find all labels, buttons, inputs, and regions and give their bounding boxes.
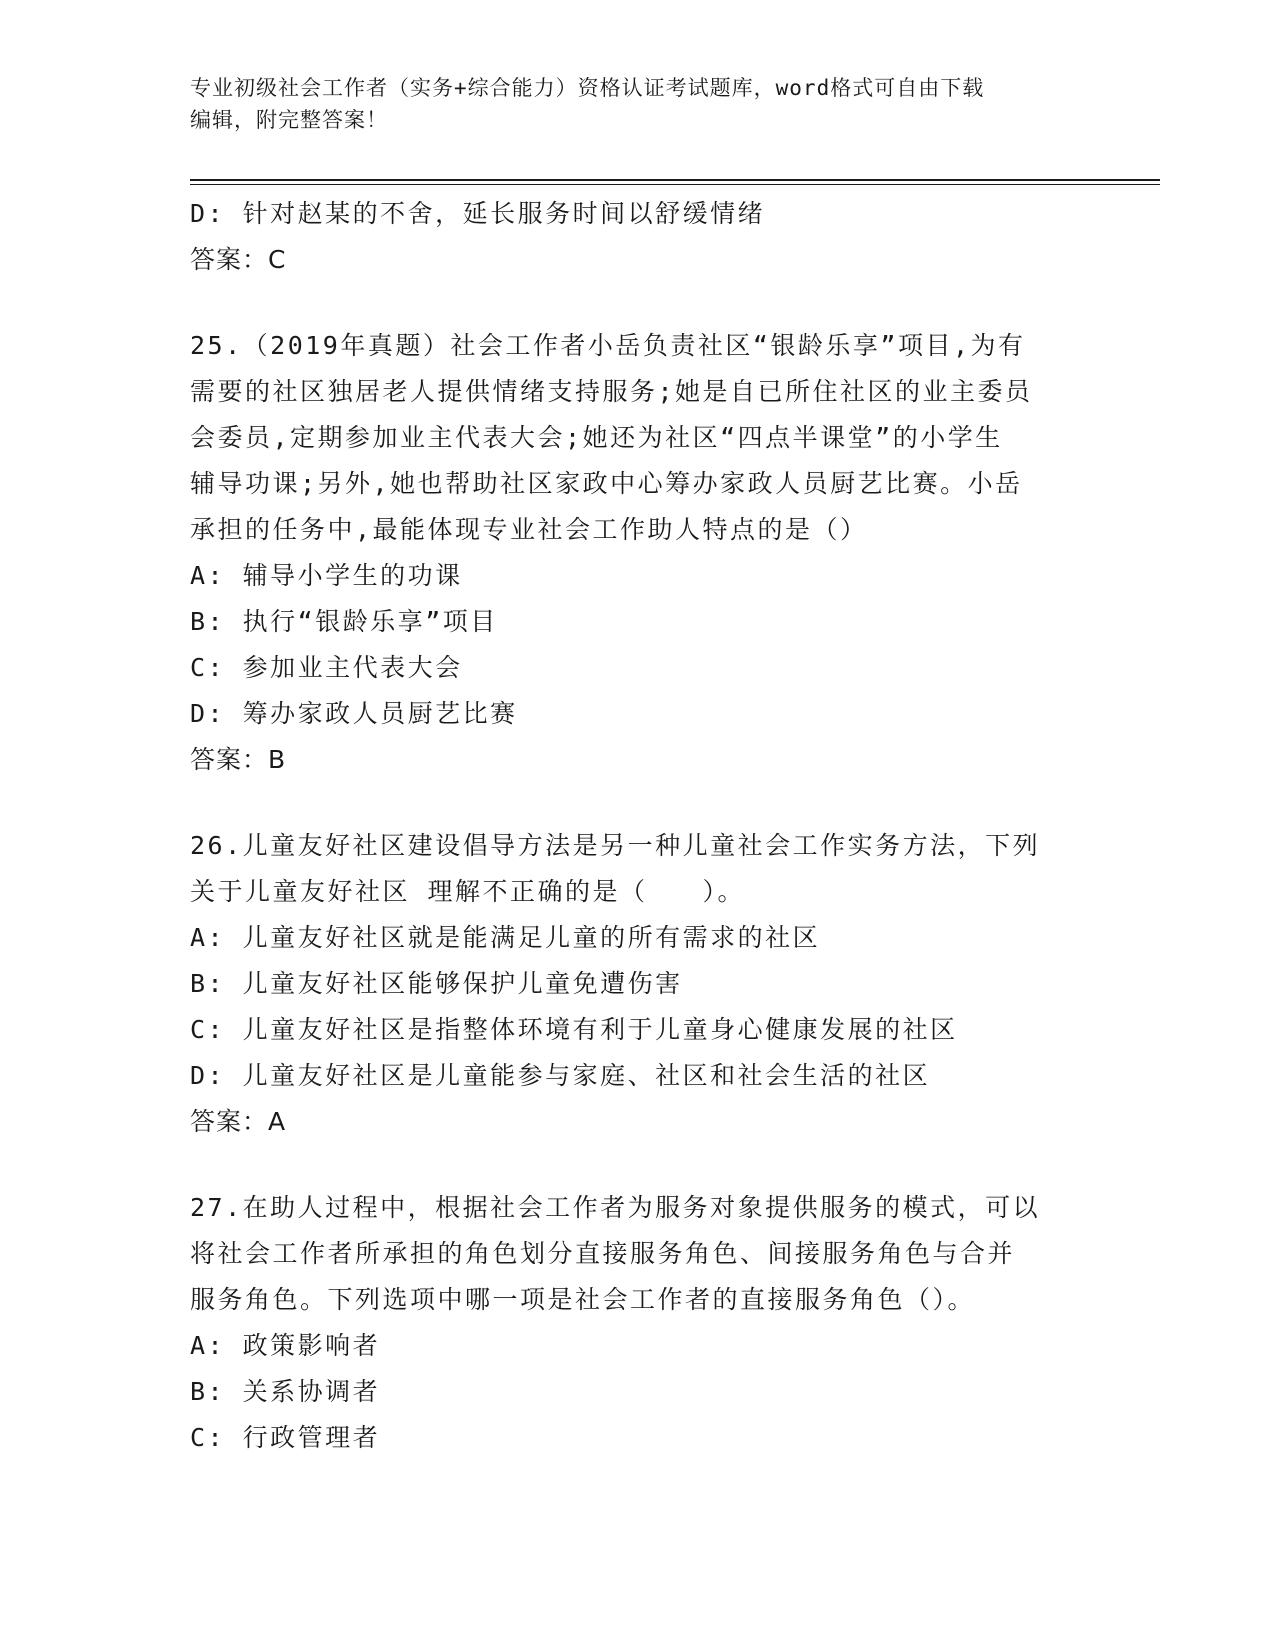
answer-line: 答案：A — [190, 1107, 287, 1136]
question-stem-line: 27.在助人过程中，根据社会工作者为服务对象提供服务的模式，可以 — [190, 1193, 1041, 1222]
question-stem-line: 26.儿童友好社区建设倡导方法是另一种儿童社会工作实务方法，下列 — [190, 831, 1041, 860]
question-stem-line: 将社会工作者所承担的角色划分直接服务角色、间接服务角色与合并 — [190, 1239, 1016, 1268]
option-b: B: 执行“银龄乐享”项目 — [190, 607, 498, 636]
question-27 — [190, 1185, 1090, 1461]
question-content — [190, 191, 1090, 1461]
question-stem-line: 服务角色。下列选项中哪一项是社会工作者的直接服务角色（）。 — [190, 1285, 976, 1314]
answer-line: 答案：B — [190, 745, 287, 774]
option-a: A: 政策影响者 — [190, 1331, 381, 1360]
header-divider-thin — [190, 184, 1160, 185]
question-24 — [190, 191, 1090, 283]
question-spacer — [190, 283, 1090, 323]
header-line-1: 专业初级社会工作者（实务+综合能力）资格认证考试题库，word格式可自由下载 — [190, 76, 985, 100]
header-line-2: 编辑，附完整答案！ — [190, 108, 388, 132]
option-d: D: 筹办家政人员厨艺比赛 — [190, 699, 518, 728]
option-d: D: 针对赵某的不舍，延长服务时间以舒缓情绪 — [190, 199, 766, 228]
option-b: B: 儿童友好社区能够保护儿童免遭伤害 — [190, 969, 683, 998]
question-spacer — [190, 1145, 1090, 1185]
question-26 — [190, 823, 1090, 1145]
question-stem-line: 25.（2019年真题）社会工作者小岳负责社区“银龄乐享”项目,为有 — [190, 331, 1026, 360]
option-c: C: 参加业主代表大会 — [190, 653, 463, 682]
answer-line: 答案：C — [190, 245, 287, 274]
option-a: A: 辅导小学生的功课 — [190, 561, 463, 590]
question-stem-line: 需要的社区独居老人提供情绪支持服务;她是自已所住社区的业主委员 — [190, 377, 1033, 406]
header-divider-thick — [190, 179, 1160, 181]
option-b: B: 关系协调者 — [190, 1377, 381, 1406]
question-stem-line: 辅导功课;另外,她也帮助社区家政中心筹办家政人员厨艺比赛。小岳 — [190, 469, 1023, 498]
page-header — [190, 72, 1090, 136]
question-stem-line: 承担的任务中,最能体现专业社会工作助人特点的是（） — [190, 515, 868, 544]
question-stem-line: 关于儿童友好社区 理解不正确的是（ ）。 — [190, 877, 746, 906]
question-stem-line: 会委员,定期参加业主代表大会;她还为社区“四点半课堂”的小学生 — [190, 423, 1003, 452]
option-c: C: 儿童友好社区是指整体环境有利于儿童身心健康发展的社区 — [190, 1015, 958, 1044]
question-spacer — [190, 783, 1090, 823]
question-25 — [190, 323, 1090, 783]
option-c: C: 行政管理者 — [190, 1423, 381, 1452]
option-d: D: 儿童友好社区是儿童能参与家庭、社区和社会生活的社区 — [190, 1061, 931, 1090]
option-a: A: 儿童友好社区就是能满足儿童的所有需求的社区 — [190, 923, 821, 952]
